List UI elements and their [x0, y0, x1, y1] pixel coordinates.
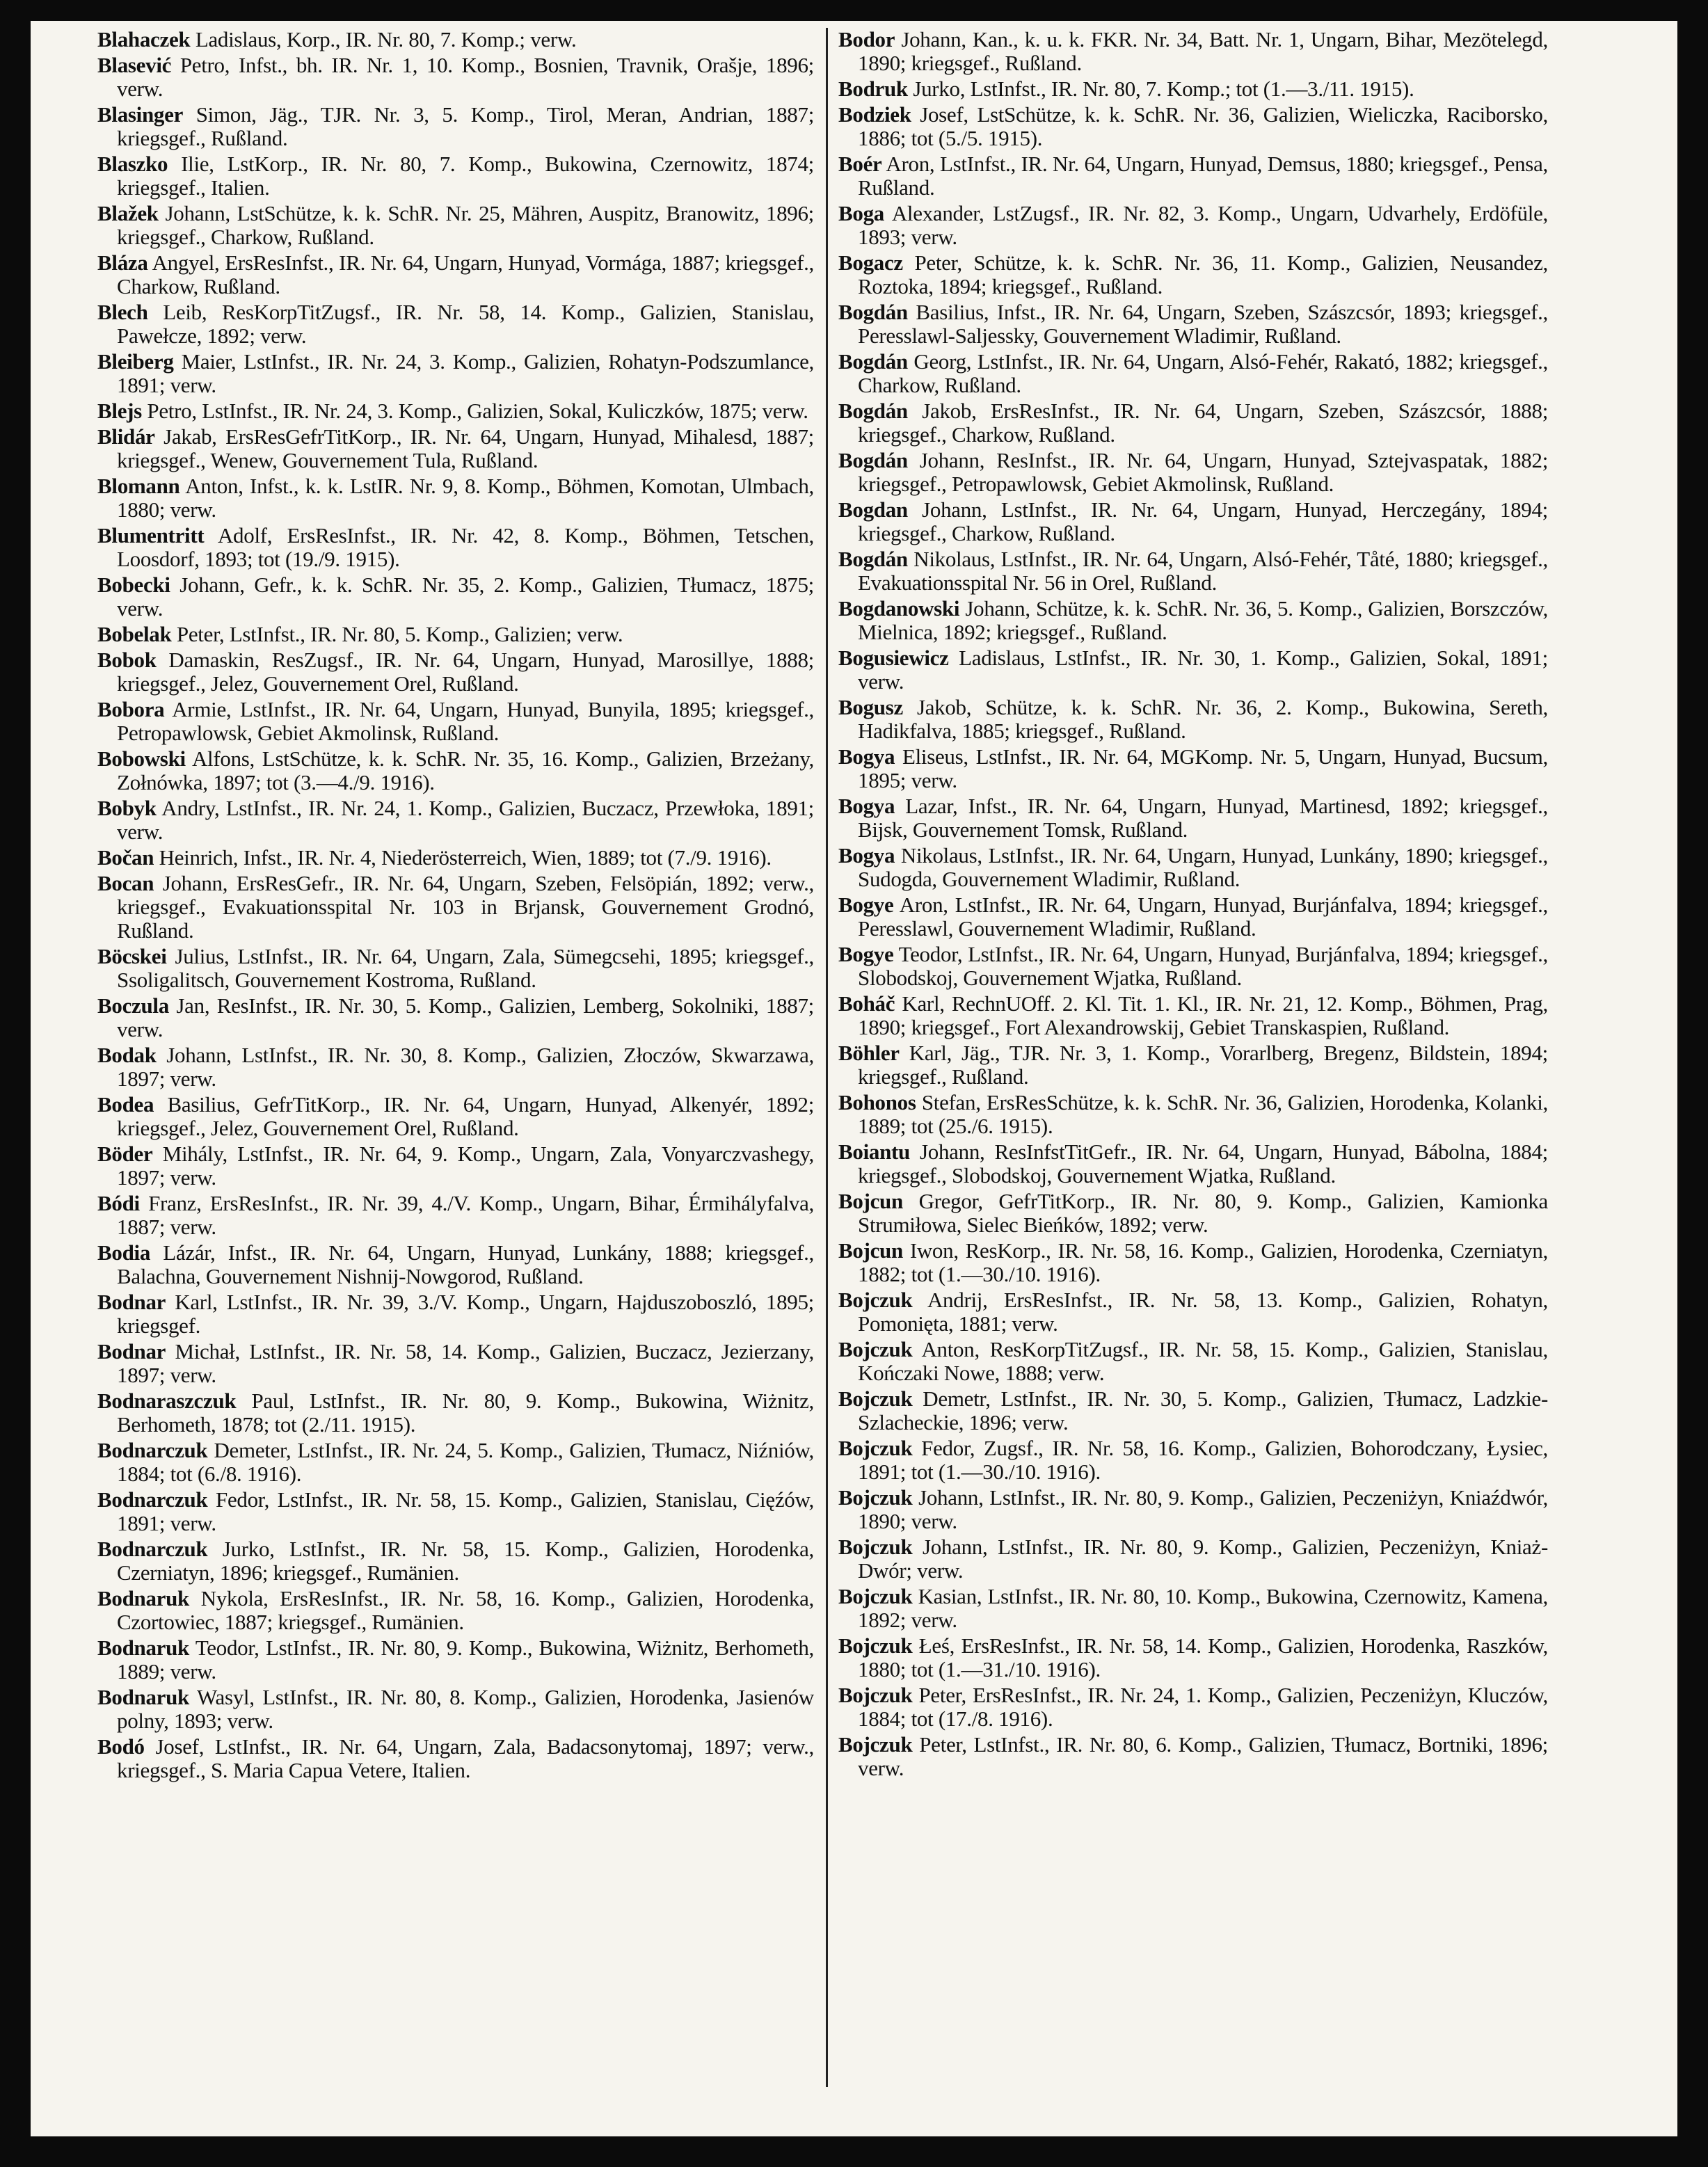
list-entry: [838, 844, 1548, 891]
entry-details: Ladislaus, Korp., IR. Nr. 80, 7. Komp.; verw.: [195, 28, 577, 51]
list-entry: [97, 648, 814, 696]
entry-details: Georg, LstInfst., IR. Nr. 64, Ungarn, Alsó-Fehér, Rakató, 1882; kriegsgef., Charkow, Rußland.: [858, 349, 1548, 397]
entry-surname: Bojczuk: [838, 1535, 913, 1559]
list-entry: [97, 1735, 814, 1782]
entry-surname: Bojczuk: [838, 1683, 913, 1707]
entry-details: Leib, ResKorpTitZugsf., IR. Nr. 58, 14. Komp., Galizien, Stanislau, Pawełcze, 1892; verw.: [117, 300, 814, 348]
list-entry: [838, 547, 1548, 595]
list-entry: [838, 1535, 1548, 1583]
entry-details: Kasian, LstInfst., IR. Nr. 80, 10. Komp., Bukowina, Czernowitz, Kamena, 1892; verw.: [858, 1584, 1548, 1632]
entry-details: Alfons, LstSchütze, k. k. SchR. Nr. 35, 16. Komp., Galizien, Brzeżany, Zołnówka, 1897; tot (3.—4./9. 1916).: [117, 746, 814, 794]
entry-details: Johann, ResInfst., IR. Nr. 64, Ungarn, Hunyad, Sztejvaspatak, 1882; kriegsgef., Petropawlowsk, Gebiet Akmolinsk, Rußland.: [858, 448, 1548, 496]
list-entry: [838, 794, 1548, 842]
entry-details: Johann, Gefr., k. k. SchR. Nr. 35, 2. Komp., Galizien, Tłumacz, 1875; verw.: [117, 573, 814, 621]
entry-details: Paul, LstInfst., IR. Nr. 80, 9. Komp., Bukowina, Wiżnitz, Berhometh, 1878; tot (2./11. 1915).: [117, 1389, 814, 1437]
entry-surname: Bočan: [97, 845, 154, 870]
entry-surname: Bláza: [97, 250, 148, 275]
list-entry: [838, 399, 1548, 447]
entry-surname: Bogdán: [838, 547, 908, 571]
entry-surname: Blahaczek: [97, 28, 191, 51]
list-entry: [97, 103, 814, 150]
entry-surname: Bocan: [97, 871, 154, 895]
entry-surname: Bodnarczuk: [97, 1438, 208, 1462]
column-divider: [826, 28, 828, 2087]
entry-details: Anton, ResKorpTitZugsf., IR. Nr. 58, 15. Komp., Galizien, Stanislau, Kończaki Nowe, 1888; verw.: [858, 1337, 1548, 1385]
entry-surname: Bojczuk: [838, 1337, 913, 1361]
entry-details: Łeś, ErsResInfst., IR. Nr. 58, 14. Komp., Galizien, Horodenka, Raszków, 1880; tot (1.—31./10. 1916).: [858, 1633, 1548, 1681]
entry-surname: Blejs: [97, 399, 142, 423]
entry-details: Anton, Infst., k. k. LstIR. Nr. 9, 8. Komp., Böhmen, Komotan, Ulmbach, 1880; verw.: [117, 474, 814, 522]
entry-surname: Böhler: [838, 1041, 900, 1065]
list-entry: [838, 745, 1548, 792]
entry-surname: Blažek: [97, 201, 159, 225]
entry-surname: Bodó: [97, 1734, 145, 1759]
entry-details: Nikolaus, LstInfst., IR. Nr. 64, Ungarn, Hunyad, Lunkány, 1890; kriegsgef., Sudogda, Gouvernement Wladimir, Rußland.: [858, 843, 1548, 891]
right-column: [838, 28, 1548, 2080]
entry-surname: Bojcun: [838, 1189, 903, 1213]
list-entry: [97, 698, 814, 745]
entry-surname: Bodnar: [97, 1339, 166, 1364]
entry-surname: Bodnaruk: [97, 1586, 189, 1610]
entry-details: Peter, LstInfst., IR. Nr. 80, 6. Komp., Galizien, Tłumacz, Bortniki, 1896; verw.: [858, 1732, 1548, 1780]
entry-details: Fedor, Zugsf., IR. Nr. 58, 16. Komp., Galizien, Bohorodczany, Łysiec, 1891; tot (1.—30./10. 1916).: [858, 1436, 1548, 1484]
entry-details: Johann, LstInfst., IR. Nr. 30, 8. Komp., Galizien, Złoczów, Skwarzawa, 1897; verw.: [117, 1043, 814, 1091]
entry-surname: Boháč: [838, 991, 895, 1016]
entry-surname: Bojcun: [838, 1238, 903, 1263]
entry-details: Ladislaus, LstInfst., IR. Nr. 30, 1. Komp., Galizien, Sokal, 1891; verw.: [858, 646, 1548, 694]
entry-surname: Bobyk: [97, 796, 157, 820]
entry-surname: Bodziek: [838, 102, 911, 127]
entry-surname: Bódi: [97, 1191, 140, 1215]
list-entry: [838, 1733, 1548, 1780]
list-entry: [838, 1288, 1548, 1336]
list-entry: [838, 1041, 1548, 1089]
scan-border-right: [1677, 0, 1708, 2167]
entry-details: Stefan, ErsResSchütze, k. k. SchR. Nr. 36, Galizien, Horodenka, Kolanki, 1889; tot (25./6. 1915).: [858, 1090, 1548, 1138]
entry-surname: Boiantu: [838, 1140, 910, 1164]
list-entry: [838, 449, 1548, 496]
list-entry: [97, 1043, 814, 1091]
list-entry: [838, 1190, 1548, 1237]
list-entry: [97, 623, 814, 646]
entry-details: Johann, ResInfstTitGefr., IR. Nr. 64, Ungarn, Hunyad, Bábolna, 1884; kriegsgef., Slobodskoj, Gouvernement Wjatka, Rußland.: [858, 1140, 1548, 1188]
entry-details: Jakob, Schütze, k. k. SchR. Nr. 36, 2. Komp., Bukowina, Sereth, Hadikfalva, 1885; kriegsgef., Rußland.: [858, 695, 1548, 743]
entry-surname: Bojczuk: [838, 1386, 913, 1411]
entry-surname: Bodnaruk: [97, 1685, 189, 1709]
entry-surname: Bogya: [838, 794, 895, 818]
list-entry: [838, 1437, 1548, 1484]
entry-details: Simon, Jäg., TJR. Nr. 3, 5. Komp., Tirol, Meran, Andrian, 1887; kriegsgef., Rußland.: [117, 102, 814, 150]
list-entry: [97, 573, 814, 621]
entry-surname: Blaszko: [97, 152, 168, 176]
list-entry: [838, 1684, 1548, 1731]
entry-details: Johann, LstSchütze, k. k. SchR. Nr. 25, Mähren, Auspitz, Branowitz, 1896; kriegsgef., Charkow, Rußland.: [117, 201, 814, 249]
list-entry: [97, 152, 814, 200]
list-entry: [838, 1486, 1548, 1533]
list-entry: [97, 1192, 814, 1239]
list-entry: [838, 28, 1548, 75]
entry-surname: Boczula: [97, 993, 169, 1018]
entry-details: Mihály, LstInfst., IR. Nr. 64, 9. Komp., Ungarn, Zala, Vonyarczvashegy, 1897; verw.: [117, 1142, 814, 1190]
list-entry: [97, 1290, 814, 1338]
entry-details: Johann, Schütze, k. k. SchR. Nr. 36, 5. Komp., Galizien, Borszczów, Mielnica, 1892; kriegsgef., Rußland.: [858, 596, 1548, 644]
entry-surname: Bodruk: [838, 77, 908, 101]
list-entry: [838, 1387, 1548, 1434]
entry-surname: Boér: [838, 152, 882, 176]
entry-details: Aron, LstInfst., IR. Nr. 64, Ungarn, Hunyad, Burjánfalva, 1894; kriegsgef., Peresslawl, Gouvernement Wladimir, Rußland.: [858, 893, 1548, 941]
entry-details: Demetr, LstInfst., IR. Nr. 30, 5. Komp., Galizien, Tłumacz, Ladzkie-Szlacheckie, 1896; verw.: [858, 1386, 1548, 1434]
entry-surname: Blumentritt: [97, 523, 205, 547]
entry-details: Jurko, LstInfst., IR. Nr. 58, 15. Komp., Galizien, Horodenka, Czerniatyn, 1896; kriegsgef., Rumänien.: [117, 1537, 814, 1585]
entry-surname: Bleiberg: [97, 349, 174, 374]
list-entry: [97, 1587, 814, 1634]
list-entry: [838, 1239, 1548, 1286]
entry-surname: Blidár: [97, 424, 155, 449]
list-entry: [838, 350, 1548, 397]
entry-surname: Bogye: [838, 893, 894, 917]
list-entry: [97, 1142, 814, 1190]
entry-surname: Bobok: [97, 648, 157, 672]
list-entry: [838, 77, 1548, 101]
entry-details: Peter, ErsResInfst., IR. Nr. 24, 1. Komp., Galizien, Peczeniżyn, Kluczów, 1884; tot (17./8. 1916).: [858, 1683, 1548, 1731]
entry-surname: Blech: [97, 300, 148, 324]
entry-details: Eliseus, LstInfst., IR. Nr. 64, MGKomp. Nr. 5, Ungarn, Hunyad, Bucsum, 1895; verw.: [858, 744, 1548, 792]
entry-details: Nykola, ErsResInfst., IR. Nr. 58, 16. Komp., Galizien, Horodenka, Czortowiec, 1887; kriegsgef., Rumänien.: [117, 1586, 814, 1634]
entry-details: Ilie, LstKorp., IR. Nr. 80, 7. Komp., Bukowina, Czernowitz, 1874; kriegsgef., Italien.: [117, 152, 814, 200]
entry-details: Julius, LstInfst., IR. Nr. 64, Ungarn, Zala, Sümegcsehi, 1895; kriegsgef., Ssoligalitsch, Gouvernement Kostroma, Rußland.: [117, 944, 814, 992]
entry-details: Lazar, Infst., IR. Nr. 64, Ungarn, Hunyad, Martinesd, 1892; kriegsgef., Bijsk, Gouvernement Tomsk, Rußland.: [858, 794, 1548, 842]
entry-surname: Bogdán: [838, 399, 908, 423]
entry-details: Maier, LstInfst., IR. Nr. 24, 3. Komp., Galizien, Rohatyn-Podszumlance, 1891; verw.: [117, 349, 814, 397]
list-entry: [97, 1636, 814, 1684]
entry-surname: Bodor: [838, 28, 895, 51]
list-entry: [838, 696, 1548, 743]
entry-surname: Blomann: [97, 474, 180, 498]
entry-surname: Bojczuk: [838, 1633, 913, 1658]
list-entry: [97, 28, 814, 51]
list-entry: [838, 498, 1548, 545]
list-entry: [838, 1585, 1548, 1632]
list-entry: [838, 1140, 1548, 1188]
entry-surname: Bojczuk: [838, 1485, 913, 1510]
entry-details: Fedor, LstInfst., IR. Nr. 58, 15. Komp., Galizien, Stanislau, Cięźów, 1891; verw.: [117, 1487, 814, 1535]
entry-surname: Bogya: [838, 744, 895, 769]
entry-details: Wasyl, LstInfst., IR. Nr. 80, 8. Komp., Galizien, Horodenka, Jasienów polny, 1893; verw.: [117, 1685, 814, 1733]
list-entry: [838, 202, 1548, 249]
entry-surname: Bogusiewicz: [838, 646, 949, 670]
entry-details: Iwon, ResKorp., IR. Nr. 58, 16. Komp., Galizien, Horodenka, Czerniatyn, 1882; tot (1.—30./10. 1916).: [858, 1238, 1548, 1286]
list-entry: [97, 1439, 814, 1486]
entry-details: Karl, Jäg., TJR. Nr. 3, 1. Komp., Vorarlberg, Bregenz, Bildstein, 1894; kriegsgef., Rußland.: [858, 1041, 1548, 1089]
entry-details: Jakob, ErsResInfst., IR. Nr. 64, Ungarn, Szeben, Szászcsór, 1888; kriegsgef., Charkow, Rußland.: [858, 399, 1548, 447]
list-entry: [97, 747, 814, 794]
entry-details: Johann, LstInfst., IR. Nr. 80, 9. Komp., Galizien, Peczeniżyn, Kniaż-Dwór; verw.: [858, 1535, 1548, 1583]
entry-details: Petro, Infst., bh. IR. Nr. 1, 10. Komp., Bosnien, Travnik, Orašje, 1896; verw.: [117, 53, 814, 101]
list-entry: [838, 1634, 1548, 1681]
entry-details: Armie, LstInfst., IR. Nr. 64, Ungarn, Hunyad, Bunyila, 1895; kriegsgef., Petropawlowsk, Gebiet Akmolinsk, Rußland.: [117, 697, 814, 745]
entry-surname: Bobora: [97, 697, 165, 721]
entry-surname: Bobecki: [97, 573, 170, 597]
entry-surname: Bojczuk: [838, 1436, 913, 1460]
list-entry: [97, 1241, 814, 1288]
entry-details: Jan, ResInfst., IR. Nr. 30, 5. Komp., Galizien, Lemberg, Sokolniki, 1887; verw.: [117, 993, 814, 1041]
entry-details: Teodor, LstInfst., IR. Nr. 64, Ungarn, Hunyad, Burjánfalva, 1894; kriegsgef., Slobodskoj, Gouvernement Wjatka, Rußland.: [858, 942, 1548, 990]
list-entry: [97, 1340, 814, 1387]
list-entry: [838, 943, 1548, 990]
entry-details: Nikolaus, LstInfst., IR. Nr. 64, Ungarn, Alsó-Fehér, Tåté, 1880; kriegsgef., Evakuationsspital Nr. 56 in Orel, Rußland.: [858, 547, 1548, 595]
entry-details: Josef, LstInfst., IR. Nr. 64, Ungarn, Zala, Badacsonytomaj, 1897; verw., kriegsgef., S. Maria Capua Vetere, Italien.: [117, 1734, 814, 1782]
entry-details: Demeter, LstInfst., IR. Nr. 24, 5. Komp., Galizien, Tłumacz, Niźniów, 1884; tot (6./8. 1916).: [117, 1438, 814, 1486]
list-entry: [97, 1537, 814, 1585]
list-entry: [97, 945, 814, 992]
left-column: [97, 28, 814, 2080]
entry-surname: Bodea: [97, 1092, 154, 1117]
list-entry: [97, 797, 814, 844]
entry-surname: Boga: [838, 201, 884, 225]
entry-details: Johann, Kan., k. u. k. FKR. Nr. 34, Batt. Nr. 1, Ungarn, Bihar, Mezötelegd, 1890; kriegsgef., Rußland.: [858, 28, 1548, 75]
entry-surname: Bodnarczuk: [97, 1537, 208, 1561]
entry-surname: Blasinger: [97, 102, 184, 127]
list-entry: [97, 202, 814, 249]
entry-details: Karl, LstInfst., IR. Nr. 39, 3./V. Komp., Ungarn, Hajduszoboszló, 1895; kriegsgef.: [117, 1290, 814, 1338]
entry-surname: Bodnaraszczuk: [97, 1389, 237, 1413]
entry-surname: Bogdán: [838, 300, 908, 324]
entry-surname: Bobowski: [97, 746, 186, 771]
entry-details: Josef, LstSchütze, k. k. SchR. Nr. 36, Galizien, Wieliczka, Raciborsko, 1886; tot (5./5. 1915).: [858, 102, 1548, 150]
list-entry: [838, 103, 1548, 150]
entry-details: Peter, Schütze, k. k. SchR. Nr. 36, 11. Komp., Galizien, Neusandez, Roztoka, 1894; kriegsgef., Rußland.: [858, 250, 1548, 298]
entry-surname: Bogusz: [838, 695, 903, 719]
list-entry: [97, 1389, 814, 1437]
entry-surname: Böder: [97, 1142, 153, 1166]
list-entry: [97, 251, 814, 298]
list-entry: [838, 1091, 1548, 1138]
entry-surname: Böcskei: [97, 944, 167, 968]
entry-details: Jakab, ErsResGefrTitKorp., IR. Nr. 64, Ungarn, Hunyad, Mihalesd, 1887; kriegsgef., Wenew, Gouvernement Tula, Rußland.: [117, 424, 814, 472]
list-entry: [838, 301, 1548, 348]
entry-surname: Bogdán: [838, 448, 908, 472]
entry-details: Basilius, Infst., IR. Nr. 64, Ungarn, Szeben, Szászcsór, 1893; kriegsgef., Peresslawl-Saljessky, Gouvernement Wladimir, Rußland.: [858, 300, 1548, 348]
list-entry: [97, 872, 814, 943]
list-entry: [838, 152, 1548, 200]
entry-surname: Bogdán: [838, 349, 908, 374]
entry-details: Damaskin, ResZugsf., IR. Nr. 64, Ungarn, Hunyad, Marosillye, 1888; kriegsgef., Jelez, Gouvernement Orel, Rußland.: [117, 648, 814, 696]
entry-details: Heinrich, Infst., IR. Nr. 4, Niederösterreich, Wien, 1889; tot (7./9. 1916).: [159, 845, 772, 870]
entry-surname: Bodnarczuk: [97, 1487, 208, 1512]
entry-details: Johann, LstInfst., IR. Nr. 80, 9. Komp., Galizien, Peczeniżyn, Kniaźdwór, 1890; verw.: [858, 1485, 1548, 1533]
entry-surname: Bojczuk: [838, 1288, 913, 1312]
list-entry: [97, 425, 814, 472]
list-entry: [838, 992, 1548, 1039]
entry-surname: Bogacz: [838, 250, 903, 275]
list-entry: [97, 54, 814, 101]
entry-surname: Bojczuk: [838, 1584, 913, 1608]
scan-border-left: [0, 0, 31, 2167]
scan-border-bottom: [0, 2136, 1708, 2167]
list-entry: [97, 1686, 814, 1733]
entry-surname: Bojczuk: [838, 1732, 913, 1757]
list-entry: [97, 524, 814, 571]
list-entry: [838, 597, 1548, 644]
entry-details: Lázár, Infst., IR. Nr. 64, Ungarn, Hunyad, Lunkány, 1888; kriegsgef., Balachna, Gouvernement Nishnij-Nowgorod, Rußland.: [117, 1240, 814, 1288]
entry-surname: Bobelak: [97, 622, 172, 646]
list-entry: [97, 474, 814, 522]
entry-surname: Bogye: [838, 942, 894, 966]
list-entry: [97, 1093, 814, 1140]
entry-surname: Bodnar: [97, 1290, 166, 1314]
list-entry: [838, 251, 1548, 298]
entry-surname: Bogdanowski: [838, 596, 960, 621]
entry-details: Adolf, ErsResInfst., IR. Nr. 42, 8. Komp., Böhmen, Tetschen, Loosdorf, 1893; tot (19./9. 1915).: [117, 523, 814, 571]
list-entry: [97, 846, 814, 870]
list-entry: [97, 350, 814, 397]
entry-details: Basilius, GefrTitKorp., IR. Nr. 64, Ungarn, Hunyad, Alkenyér, 1892; kriegsgef., Jelez, Gouvernement Orel, Rußland.: [117, 1092, 814, 1140]
entry-surname: Bogdan: [838, 497, 908, 522]
entry-details: Karl, RechnUOff. 2. Kl. Tit. 1. Kl., IR. Nr. 21, 12. Komp., Böhmen, Prag, 1890; kriegsgef., Fort Alexandrowskij, Gebiet Transkaspien, Rußland.: [858, 991, 1548, 1039]
entry-details: Johann, ErsResGefr., IR. Nr. 64, Ungarn, Szeben, Felsöpián, 1892; verw., kriegsgef., Evakuationsspital Nr. 103 in Brjansk, Gouvernement Grodnó, Rußland.: [117, 871, 814, 943]
entry-details: Aron, LstInfst., IR. Nr. 64, Ungarn, Hunyad, Demsus, 1880; kriegsgef., Pensa, Rußland.: [858, 152, 1548, 200]
entry-details: Johann, LstInfst., IR. Nr. 64, Ungarn, Hunyad, Herczegány, 1894; kriegsgef., Charkow, Rußland.: [858, 497, 1548, 545]
list-entry: [97, 301, 814, 348]
entry-surname: Bodia: [97, 1240, 151, 1265]
entry-surname: Blasević: [97, 53, 172, 77]
list-entry: [97, 1488, 814, 1535]
entry-details: Petro, LstInfst., IR. Nr. 24, 3. Komp., Galizien, Sokal, Kuliczków, 1875; verw.: [147, 399, 808, 423]
list-entry: [97, 994, 814, 1041]
entry-details: Franz, ErsResInfst., IR. Nr. 39, 4./V. Komp., Ungarn, Bihar, Érmihályfalva, 1887; verw.: [117, 1191, 814, 1239]
entry-details: Gregor, GefrTitKorp., IR. Nr. 80, 9. Komp., Galizien, Kamionka Strumiłowa, Sielec Bieńków, 1892; verw.: [858, 1189, 1548, 1237]
entry-details: Alexander, LstZugsf., IR. Nr. 82, 3. Komp., Ungarn, Udvarhely, Erdöfüle, 1893; verw.: [858, 201, 1548, 249]
entry-details: Peter, LstInfst., IR. Nr. 80, 5. Komp., Galizien; verw.: [176, 622, 623, 646]
entry-details: Jurko, LstInfst., IR. Nr. 80, 7. Komp.; tot (1.—3./11. 1915).: [913, 77, 1414, 101]
entry-details: Angyel, ErsResInfst., IR. Nr. 64, Ungarn, Hunyad, Vormága, 1887; kriegsgef., Charkow, Rußland.: [117, 250, 814, 298]
scan-border-top: [0, 0, 1708, 21]
entry-surname: Bogya: [838, 843, 895, 867]
entry-details: Andry, LstInfst., IR. Nr. 24, 1. Komp., Galizien, Buczacz, Przewłoka, 1891; verw.: [117, 796, 814, 844]
entry-details: Michał, LstInfst., IR. Nr. 58, 14. Komp., Galizien, Buczacz, Jezierzany, 1897; verw.: [117, 1339, 814, 1387]
list-entry: [838, 646, 1548, 694]
list-entry: [838, 1338, 1548, 1385]
entry-details: Teodor, LstInfst., IR. Nr. 80, 9. Komp., Bukowina, Wiżnitz, Berhometh, 1889; verw.: [117, 1636, 814, 1684]
entry-surname: Bodnaruk: [97, 1636, 189, 1660]
entry-surname: Bodak: [97, 1043, 157, 1067]
entry-details: Andrij, ErsResInfst., IR. Nr. 58, 13. Komp., Galizien, Rohatyn, Pomonięta, 1881; verw.: [858, 1288, 1548, 1336]
entry-surname: Bohonos: [838, 1090, 916, 1114]
list-entry: [838, 893, 1548, 941]
list-entry: [97, 399, 814, 423]
